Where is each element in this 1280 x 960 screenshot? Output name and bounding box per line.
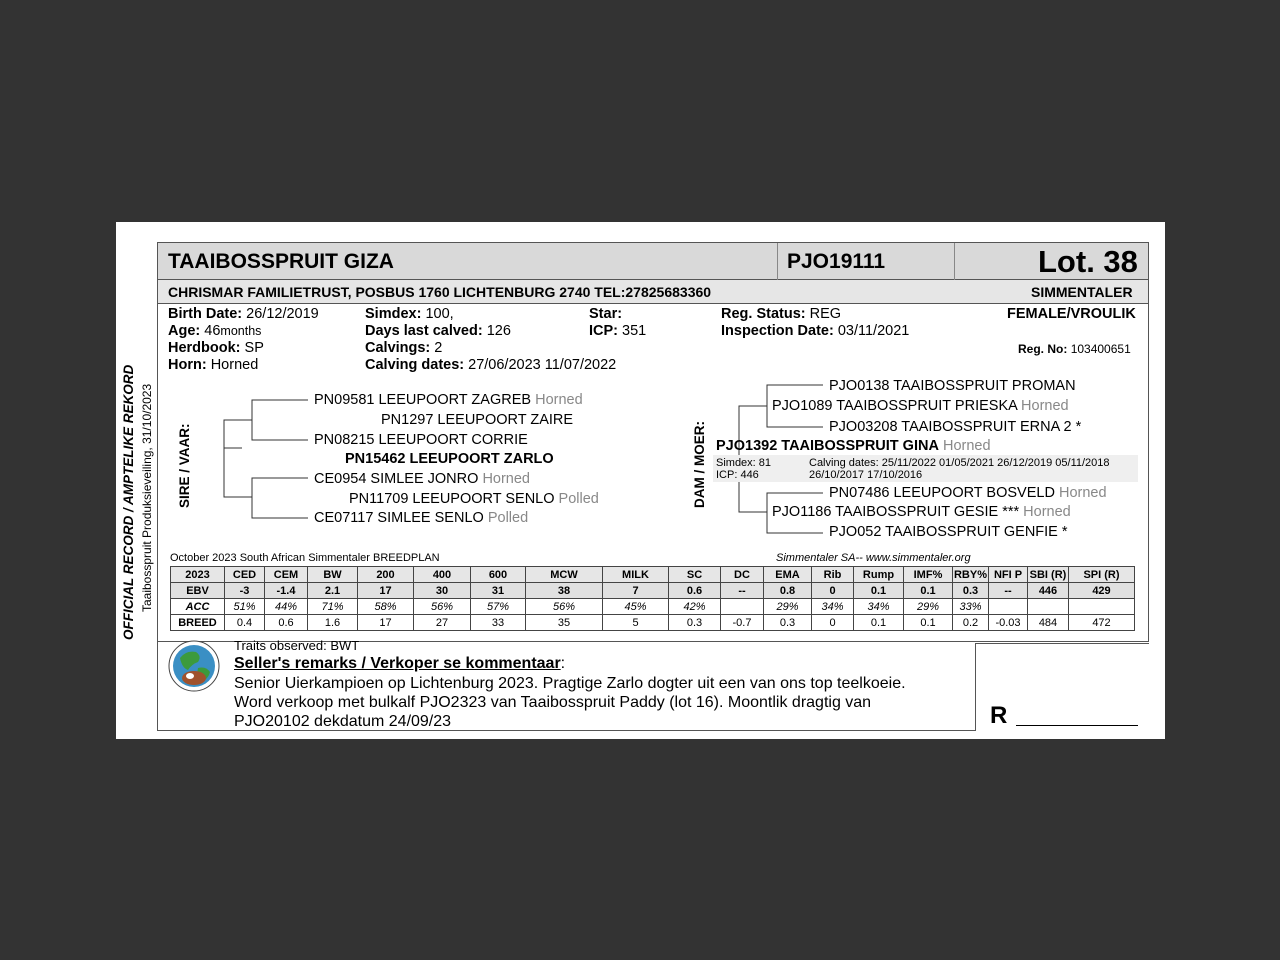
table-cell: 0 [812, 583, 854, 599]
table-cell [721, 599, 764, 615]
sex-label: FEMALE/VROULIK [1007, 306, 1136, 322]
sire-sire-dam: PN08215 LEEUPOORT CORRIE [314, 432, 528, 448]
table-cell: -0.03 [989, 615, 1028, 631]
calvings: Calvings: 2 [365, 340, 443, 356]
remarks-heading: Seller's remarks / Verkoper se kommentaar: [234, 655, 566, 672]
table-cell: SBI (R) [1028, 567, 1069, 583]
traits-observed: Traits observed: BWT [234, 638, 360, 653]
sire-dam-dam: CE07117 SIMLEE SENLO Polled [314, 510, 529, 526]
dam-calving-dates: Calving dates: 25/11/2022 01/05/2021 26/12/2019 05/11/2018 [809, 457, 1110, 469]
sire: PN15462 LEEUPOORT ZARLO [345, 451, 554, 467]
breed-label: SIMMENTALER [1031, 284, 1133, 300]
table-cell: 29% [904, 599, 953, 615]
table-cell: -1.4 [265, 583, 308, 599]
dam-label: DAM / MOER: [692, 421, 707, 508]
breedplan-website: Simmentaler SA-- www.simmentaler.org [776, 552, 971, 564]
table-cell: 45% [603, 599, 669, 615]
table-cell: 1.6 [308, 615, 358, 631]
sire-sire-sire: PN09581 LEEUPOORT ZAGREB Horned [314, 392, 583, 408]
simmentaler-logo [168, 640, 220, 692]
table-cell: 0.1 [904, 583, 953, 599]
table-cell: 56% [414, 599, 471, 615]
row-label-cell: 2023 [171, 567, 225, 583]
table-cell [1028, 599, 1069, 615]
table-cell: Rump [854, 567, 904, 583]
remarks-line-3: PJO20102 dekdatum 24/09/23 [234, 713, 452, 730]
dam-dam-dam: PJO052 TAAIBOSSPRUIT GENFIE * [829, 524, 1068, 540]
dam-sire-dam: PJO03208 TAAIBOSSPRUIT ERNA 2 * [829, 419, 1082, 435]
inspection-date: Inspection Date: 03/11/2021 [721, 323, 910, 339]
table-cell: DC [721, 567, 764, 583]
acc-row [171, 599, 1135, 615]
table-cell: 0.1 [904, 615, 953, 631]
remarks-line-2: Word verkoop met bulkalf PJO2323 van Taaibosspruit Paddy (lot 16). Moontlik dragtig van [234, 694, 872, 711]
remarks-line-1: Senior Uierkampioen op Lichtenburg 2023. Pragtige Zarlo dogter uit een van ons top teelkoeie. [234, 675, 906, 692]
animal-name: TAAIBOSSPRUIT GIZA [168, 250, 394, 273]
icp: ICP: 351 [589, 323, 647, 339]
table-cell: 5 [603, 615, 669, 631]
dam-dam-sire: PN07486 LEEUPOORT BOSVELD Horned [829, 485, 1107, 501]
owner-line: CHRISMAR FAMILIETRUST, POSBUS 1760 LICHTENBURG 2740 TEL:27825683360 [168, 284, 712, 300]
table-cell: 51% [225, 599, 265, 615]
dam: PJO1392 TAAIBOSSPRUIT GINA Horned [716, 438, 991, 454]
table-cell: 56% [526, 599, 603, 615]
table-cell: SC [669, 567, 721, 583]
table-cell: 446 [1028, 583, 1069, 599]
table-cell: 2.1 [308, 583, 358, 599]
table-cell: CEM [265, 567, 308, 583]
table-cell: 200 [358, 567, 414, 583]
table-cell: IMF% [904, 567, 953, 583]
table-cell: 0.6 [265, 615, 308, 631]
table-cell: SPI (R) [1069, 567, 1135, 583]
reg-status: Reg. Status: REG [721, 306, 842, 322]
birth-date: Birth Date: 26/12/2019 [168, 306, 319, 322]
sire-label: SIRE / VAAR: [177, 423, 192, 508]
table-cell: CED [225, 567, 265, 583]
star: Star: [589, 306, 623, 322]
days-last-calved: Days last calved: 126 [365, 323, 511, 339]
table-cell: 0.3 [953, 583, 989, 599]
table-cell: 0.3 [764, 615, 812, 631]
table-cell: 17 [358, 583, 414, 599]
table-cell: 0.1 [854, 583, 904, 599]
row-label-cell: EBV [171, 583, 225, 599]
table-cell: 31 [471, 583, 526, 599]
age: Age: 46months [168, 323, 262, 339]
table-cell [1069, 599, 1135, 615]
dam-sire-sire: PJO0138 TAAIBOSSPRUIT PROMAN [829, 378, 1076, 394]
table-cell: MCW [526, 567, 603, 583]
table-cell: 600 [471, 567, 526, 583]
table-cell: BW [308, 567, 358, 583]
table-cell: 38 [526, 583, 603, 599]
table-cell: EMA [764, 567, 812, 583]
sire-dam: PN11709 LEEUPOORT SENLO Polled [349, 491, 599, 507]
lot-number: Lot. 38 [1038, 244, 1138, 279]
dam-sire: PJO1089 TAAIBOSSPRUIT PRIESKA Horned [772, 398, 1069, 414]
ebv-row [171, 583, 1135, 599]
table-cell: 29% [764, 599, 812, 615]
table-cell: 42% [669, 599, 721, 615]
dam-dam: PJO1186 TAAIBOSSPRUIT GESIE *** Horned [772, 504, 1071, 520]
table-cell: 0.2 [953, 615, 989, 631]
table-cell: 0.3 [669, 615, 721, 631]
table-cell: 472 [1069, 615, 1135, 631]
horn-status: Horn: Horned [168, 357, 259, 373]
calving-dates: Calving dates: 27/06/2023 11/07/2022 [365, 357, 617, 373]
table-cell: 30 [414, 583, 471, 599]
table-cell: 35 [526, 615, 603, 631]
table-cell: 0.1 [854, 615, 904, 631]
table-cell: 33% [953, 599, 989, 615]
table-cell [989, 599, 1028, 615]
row-label-cell: BREED [171, 615, 225, 631]
table-cell: 57% [471, 599, 526, 615]
row-label-cell: ACC [171, 599, 225, 615]
table-cell: 34% [812, 599, 854, 615]
breed-avg-row [171, 615, 1135, 631]
animal-id: PJO19111 [787, 250, 886, 273]
sire-sire: PN1297 LEEUPOORT ZAIRE [381, 412, 574, 428]
breedplan-caption: October 2023 South African Simmentaler BREEDPLAN [170, 552, 440, 564]
table-cell: MILK [603, 567, 669, 583]
simdex: Simdex: 100, [365, 306, 454, 322]
price-input-line[interactable] [1016, 725, 1138, 726]
table-cell: RBY% [953, 568, 987, 581]
table-cell: -3 [225, 583, 265, 599]
table-cell: 484 [1028, 615, 1069, 631]
table-cell: -0.7 [721, 615, 764, 631]
table-cell: 34% [854, 599, 904, 615]
herdbook: Herdbook: SP [168, 340, 264, 356]
table-cell: -- [721, 583, 764, 599]
auction-name-label: Taaibosspruit Produksieveiling, 31/10/2023 [140, 383, 154, 612]
table-cell: 17 [358, 615, 414, 631]
table-cell: 44% [265, 599, 308, 615]
dam-icp: ICP: 446 [716, 469, 759, 481]
price-currency-label: R [990, 702, 1008, 729]
table-cell: 58% [358, 599, 414, 615]
reg-number: Reg. No: 103400651 [1018, 342, 1131, 356]
table-cell: -- [989, 583, 1028, 599]
table-cell: NFI P [989, 567, 1028, 583]
ebv-header-row [171, 567, 1135, 583]
table-cell: 71% [308, 599, 358, 615]
sire-dam-sire: CE0954 SIMLEE JONRO Horned [314, 471, 530, 487]
table-cell: 429 [1069, 583, 1135, 599]
table-cell: 0.4 [225, 615, 265, 631]
dam-calving-dates-2: 26/10/2017 17/10/2016 [809, 469, 923, 481]
ebv-table [170, 566, 1135, 631]
dam-simdex: Simdex: 81 [716, 457, 772, 469]
table-cell: 27 [414, 615, 471, 631]
table-cell: 33 [471, 615, 526, 631]
table-cell: 0.8 [764, 583, 812, 599]
table-cell: 7 [603, 583, 669, 599]
table-cell: 0 [812, 615, 854, 631]
table-cell: 0.6 [669, 583, 721, 599]
table-cell: 400 [414, 567, 471, 583]
official-record-label: OFFICIAL RECORD / AMPTELIKE REKORD [121, 364, 136, 640]
table-cell: Rib [812, 567, 854, 583]
